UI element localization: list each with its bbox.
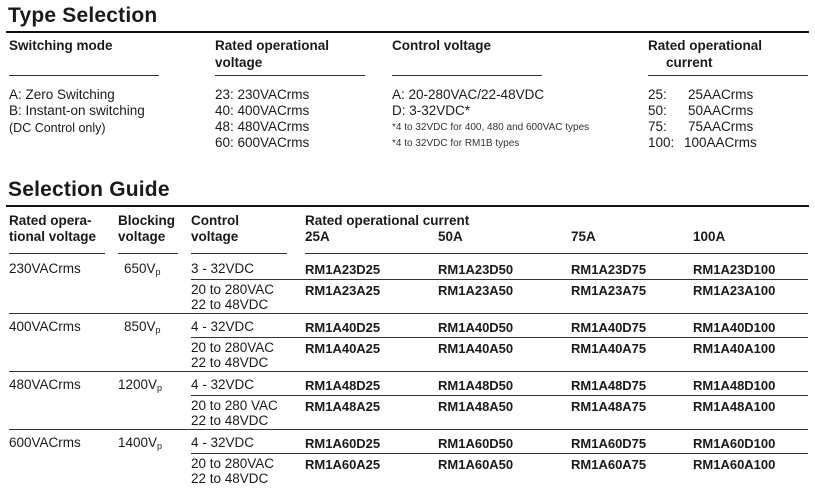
group-rule: [9, 429, 808, 430]
col-header-blocking: voltage: [118, 229, 166, 244]
rated-current-header: current: [666, 55, 713, 70]
part-number: RM1A60D100: [693, 436, 776, 451]
part-number: RM1A40A25: [305, 341, 381, 356]
rated-current-value: 25AACrms: [688, 87, 754, 102]
control-cell: 20 to 280VAC: [191, 282, 275, 297]
part-number: RM1A60A25: [305, 457, 381, 472]
control-voltage-item: A: 20-280VAC/22-48VDC: [392, 87, 545, 102]
blocking-sub: p: [155, 267, 161, 277]
part-number: RM1A48A50: [438, 399, 514, 414]
part-number: RM1A60A50: [438, 457, 514, 472]
part-number: RM1A48D75: [571, 378, 647, 393]
rated-voltage-header: Rated operational: [215, 38, 330, 53]
header-rule: [305, 253, 808, 254]
blocking-value: 850V: [124, 319, 156, 334]
blocking-value: 1200V: [118, 377, 158, 392]
rated-voltage-header: voltage: [215, 55, 263, 70]
group-voltage: 600VACrms: [9, 435, 81, 450]
control-voltage-rule: [392, 75, 542, 76]
blocking-sub: p: [157, 383, 163, 393]
rated-current-code: 50:: [648, 103, 667, 118]
part-number: RM1A60D75: [571, 436, 647, 451]
control-cell: 4 - 32VDC: [191, 319, 255, 334]
col-header-control: voltage: [191, 229, 239, 244]
col-header-control: Control: [191, 213, 239, 228]
control-cell: 4 - 32VDC: [191, 377, 255, 392]
group-voltage: 480VACrms: [9, 377, 81, 392]
control-cell: 3 - 32VDC: [191, 261, 255, 276]
header-rule: [9, 253, 105, 254]
group-blocking: [118, 377, 162, 396]
row-rule: [191, 395, 808, 396]
group-rule: [9, 371, 808, 372]
rated-voltage-rule: [215, 75, 365, 76]
control-cell: 22 to 48VDC: [191, 413, 269, 428]
group-blocking: [124, 261, 161, 280]
control-voltage-note: *4 to 32VDC for 400, 480 and 600VAC types: [392, 122, 590, 133]
part-number: RM1A48D25: [305, 378, 381, 393]
selection-guide-title: Selection Guide: [8, 178, 170, 201]
col-header-75a: 75A: [571, 229, 596, 244]
group-blocking: [118, 435, 162, 454]
control-cell: 22 to 48VDC: [191, 471, 269, 486]
part-number: RM1A23A50: [438, 283, 514, 298]
row-rule: [191, 337, 808, 338]
control-cell: 20 to 280VAC: [191, 456, 275, 471]
group-rule: [9, 313, 808, 314]
rated-current-rule: [648, 75, 808, 76]
blocking-value: 650V: [124, 261, 156, 276]
switching-mode-item: B: Instant-on switching: [9, 103, 145, 118]
part-number: RM1A60D50: [438, 436, 514, 451]
switching-mode-rule: [9, 75, 159, 76]
rated-current-value: 100AACrms: [684, 135, 757, 150]
part-number: RM1A23D25: [305, 262, 381, 277]
rated-current-code: 75:: [648, 119, 667, 134]
switching-mode-header: Switching mode: [9, 38, 113, 53]
guide-title-rule: [6, 205, 809, 207]
control-cell: 20 to 280VAC: [191, 340, 275, 355]
group-blocking: [124, 319, 161, 338]
control-cell: 22 to 48VDC: [191, 297, 269, 312]
title-rule: [6, 31, 809, 33]
rated-current-value: 75AACrms: [688, 119, 754, 134]
part-number: RM1A40A75: [571, 341, 647, 356]
control-voltage-item: D: 3-32VDC*: [392, 103, 471, 118]
blocking-sub: p: [155, 325, 161, 335]
part-number: RM1A23A100: [693, 283, 776, 298]
part-number: RM1A40D50: [438, 320, 514, 335]
col-header-25a: 25A: [305, 229, 330, 244]
control-voltage-header: Control voltage: [392, 38, 492, 53]
part-number: RM1A48A100: [693, 399, 776, 414]
col-header-rated-voltage: Rated opera-: [9, 213, 92, 228]
switching-mode-item: A: Zero Switching: [9, 87, 115, 102]
part-number: RM1A23A75: [571, 283, 647, 298]
part-number: RM1A40D75: [571, 320, 647, 335]
part-number: RM1A23D100: [693, 262, 776, 277]
part-number: RM1A60D25: [305, 436, 381, 451]
row-rule: [191, 453, 808, 454]
part-number: RM1A23D75: [571, 262, 647, 277]
part-number: RM1A60A100: [693, 457, 776, 472]
part-number: RM1A40A50: [438, 341, 514, 356]
col-header-100a: 100A: [693, 229, 726, 244]
row-rule: [191, 279, 808, 280]
part-number: RM1A23A25: [305, 283, 381, 298]
control-cell: 22 to 48VDC: [191, 355, 269, 370]
rated-voltage-item: 60: 600VACrms: [215, 135, 310, 150]
rated-voltage-item: 40: 400VACrms: [215, 103, 310, 118]
control-cell: 4 - 32VDC: [191, 435, 255, 450]
col-header-rated-voltage: tional voltage: [9, 229, 97, 244]
part-number: RM1A40A100: [693, 341, 776, 356]
col-header-50a: 50A: [438, 229, 463, 244]
header-rule: [191, 253, 287, 254]
col-header-rated-current: Rated operational current: [305, 213, 470, 228]
switching-mode-item: (DC Control only): [9, 121, 106, 135]
part-number: RM1A48A25: [305, 399, 381, 414]
part-number: RM1A40D25: [305, 320, 381, 335]
rated-voltage-item: 48: 480VACrms: [215, 119, 310, 134]
rated-voltage-item: 23: 230VACrms: [215, 87, 310, 102]
control-cell: 20 to 280 VAC: [191, 398, 278, 413]
group-voltage: 230VACrms: [9, 261, 81, 276]
col-header-blocking: Blocking: [118, 213, 176, 228]
rated-current-header: Rated operational: [648, 38, 763, 53]
rated-current-code: 100:: [648, 135, 675, 150]
rated-current-value: 50AACrms: [688, 103, 754, 118]
blocking-value: 1400V: [118, 435, 158, 450]
header-rule: [118, 253, 178, 254]
type-selection-title: Type Selection: [8, 4, 158, 27]
part-number: RM1A40D100: [693, 320, 776, 335]
part-number: RM1A48D50: [438, 378, 514, 393]
control-voltage-note: *4 to 32VDC for RM1B types: [392, 138, 520, 149]
rated-current-code: 25:: [648, 87, 667, 102]
group-voltage: 400VACrms: [9, 319, 81, 334]
part-number: RM1A60A75: [571, 457, 647, 472]
part-number: RM1A48A75: [571, 399, 647, 414]
part-number: RM1A23D50: [438, 262, 514, 277]
part-number: RM1A48D100: [693, 378, 776, 393]
blocking-sub: p: [157, 441, 163, 451]
